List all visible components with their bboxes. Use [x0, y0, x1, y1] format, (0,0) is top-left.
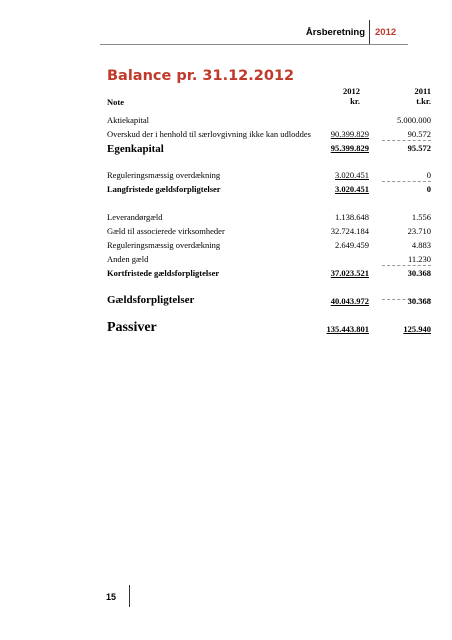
row-value-2012: 2.649.459 — [335, 240, 369, 250]
row-value-2012: 3.020.451 — [335, 170, 369, 180]
note-header: Note — [107, 97, 124, 107]
table-row-regulering-kort — [107, 240, 431, 254]
row-label: Gældsforpligtelser — [107, 294, 195, 306]
table-row-langfristede — [107, 184, 431, 198]
row-label: Overskud der i henhold til særlovgivning ikke kan udloddes — [107, 129, 311, 139]
column-year-2011: 2011 — [414, 86, 431, 96]
row-value-2012: 40.043.972 — [330, 296, 369, 306]
row-value-2012: 3.020.451 — [335, 184, 369, 194]
row-value-2012: 32.724.184 — [330, 226, 369, 236]
row-value-2011: 5.000.000 — [397, 115, 431, 125]
row-label: Reguleringsmæssig overdækning — [107, 240, 221, 250]
column-unit-tkr: t.kr. — [416, 96, 431, 106]
page-title: Balance pr. 31.12.2012 — [107, 68, 295, 84]
column-header-2012 — [343, 86, 360, 106]
row-label: Passiver — [107, 320, 157, 335]
row-label: Aktiekapital — [107, 115, 150, 125]
row-value-2011: 11.230 — [407, 254, 431, 264]
table-row-gaeldsforpligtelser — [107, 294, 431, 312]
row-value-2012: 90.399.829 — [330, 129, 369, 139]
sum-line — [382, 265, 431, 266]
table-row-kortfristede — [107, 268, 431, 282]
row-value-2011: 30.368 — [407, 296, 431, 306]
row-value-2012: 1.138.648 — [335, 212, 369, 222]
header-year: 2012 — [375, 27, 397, 38]
row-value-2011: 23.710 — [407, 226, 431, 236]
row-value-2011: 90.572 — [407, 129, 431, 139]
row-label: Leverandørgæld — [107, 212, 163, 222]
header-separator — [369, 20, 370, 44]
table-row-egenkapital — [107, 143, 431, 157]
page-number: 15 — [106, 592, 117, 602]
row-value-2011: 125.940 — [403, 324, 431, 334]
table-row-leverandoergaeld — [107, 212, 431, 226]
table-row-passiver — [107, 320, 431, 340]
column-year-2012: 2012 — [343, 86, 360, 96]
row-value-2012: 135.443.801 — [326, 324, 369, 334]
row-label: Gæld til associerede virksomheder — [107, 226, 225, 236]
row-label: Langfristede gældsforpligtelser — [107, 184, 221, 194]
header-rule — [100, 44, 408, 45]
row-label: Anden gæld — [107, 254, 149, 264]
header-title: Årsberetning — [305, 27, 365, 38]
row-value-2012: 95.399.829 — [330, 143, 369, 153]
table-row-associerede — [107, 226, 431, 240]
row-value-2011: 1.556 — [411, 212, 431, 222]
column-unit-kr: kr. — [350, 96, 360, 106]
row-value-2011: 95.572 — [407, 143, 431, 153]
row-value-2012: 37.023.521 — [330, 268, 369, 278]
row-value-2011: 0 — [426, 184, 431, 194]
row-label: Reguleringsmæssig overdækning — [107, 170, 221, 180]
row-label: Egenkapital — [107, 143, 164, 155]
table-row-aktiekapital — [107, 115, 431, 129]
sum-line — [382, 140, 431, 141]
row-label: Kortfristede gældsforpligtelser — [107, 268, 220, 278]
column-header-2011 — [414, 86, 431, 106]
row-value-2011: 30.368 — [407, 268, 431, 278]
row-value-2011: 4.883 — [411, 240, 431, 250]
row-value-2011: 0 — [426, 170, 431, 180]
footer-separator — [129, 585, 130, 607]
sum-line — [382, 181, 431, 182]
